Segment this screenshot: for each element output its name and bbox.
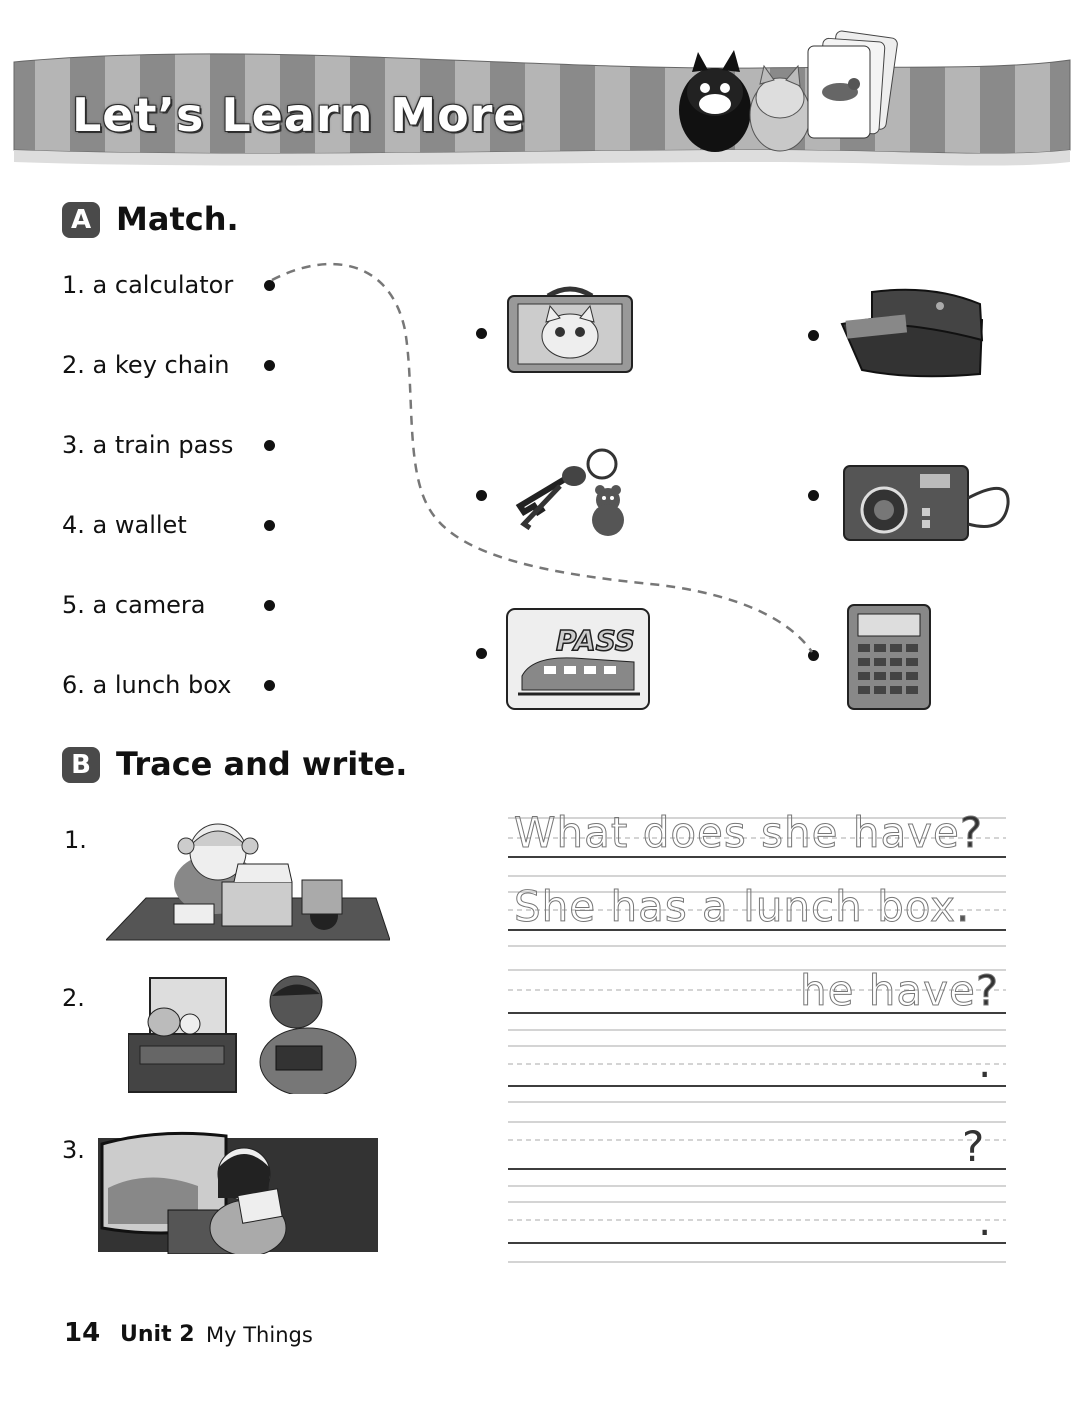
match-item-label: a key chain (92, 351, 230, 379)
section-a-title: Match. (116, 200, 239, 238)
girl-lunch-box-illustration (106, 816, 390, 942)
match-item-number: 3. (62, 431, 85, 459)
wallet-icon (832, 284, 987, 384)
unit-title: My Things (206, 1323, 313, 1347)
question-mark: ? (962, 1122, 985, 1171)
camera-icon (840, 458, 1015, 546)
match-item-label: a wallet (92, 511, 187, 539)
match-item-label: a lunch box (92, 671, 232, 699)
trace-text: She has a lunch box (514, 882, 957, 931)
match-item-number: 5. (62, 591, 85, 619)
match-item-number: 1. (62, 271, 85, 299)
match-item-label: a train pass (92, 431, 234, 459)
section-b-badge: B (62, 747, 100, 783)
trace-line-1-text (514, 808, 983, 857)
period-mark: . (978, 1038, 992, 1087)
boy-wallet-illustration (128, 970, 362, 1094)
unit-label: Unit 2 (120, 1322, 195, 1347)
page-number: 14 (64, 1318, 101, 1348)
trace-line-2-text (514, 882, 970, 931)
section-b-title: Trace and write. (116, 745, 408, 783)
banner-title: Let’s Learn More (72, 88, 526, 142)
trace-line-3-text (800, 966, 999, 1015)
section-a-badge: A (62, 202, 100, 238)
match-item-label: a camera (92, 591, 206, 619)
trace-text: What does she have (514, 808, 960, 857)
match-item-number: 2. (62, 351, 85, 379)
trace-text: he have (800, 966, 976, 1015)
train-pass-icon (504, 606, 654, 714)
trace-item-number-2: 2. (62, 984, 85, 1012)
calculator-icon (842, 602, 936, 712)
match-item-number: 6. (62, 671, 85, 699)
period-mark: . (956, 882, 971, 931)
writing-lines (508, 810, 1008, 1270)
trace-item-number-3: 3. (62, 1136, 85, 1164)
pass-label: PASS (556, 624, 635, 657)
question-mark: ? (975, 966, 1000, 1015)
period-mark: . (978, 1196, 992, 1245)
girl-train-pass-illustration (98, 1128, 378, 1254)
key-chain-icon (510, 446, 642, 546)
match-item-label: a calculator (92, 271, 234, 299)
match-item-number: 4. (62, 511, 85, 539)
question-mark: ? (959, 808, 984, 857)
lunch-box-icon (500, 282, 640, 377)
trace-item-number-1: 1. (64, 826, 87, 854)
